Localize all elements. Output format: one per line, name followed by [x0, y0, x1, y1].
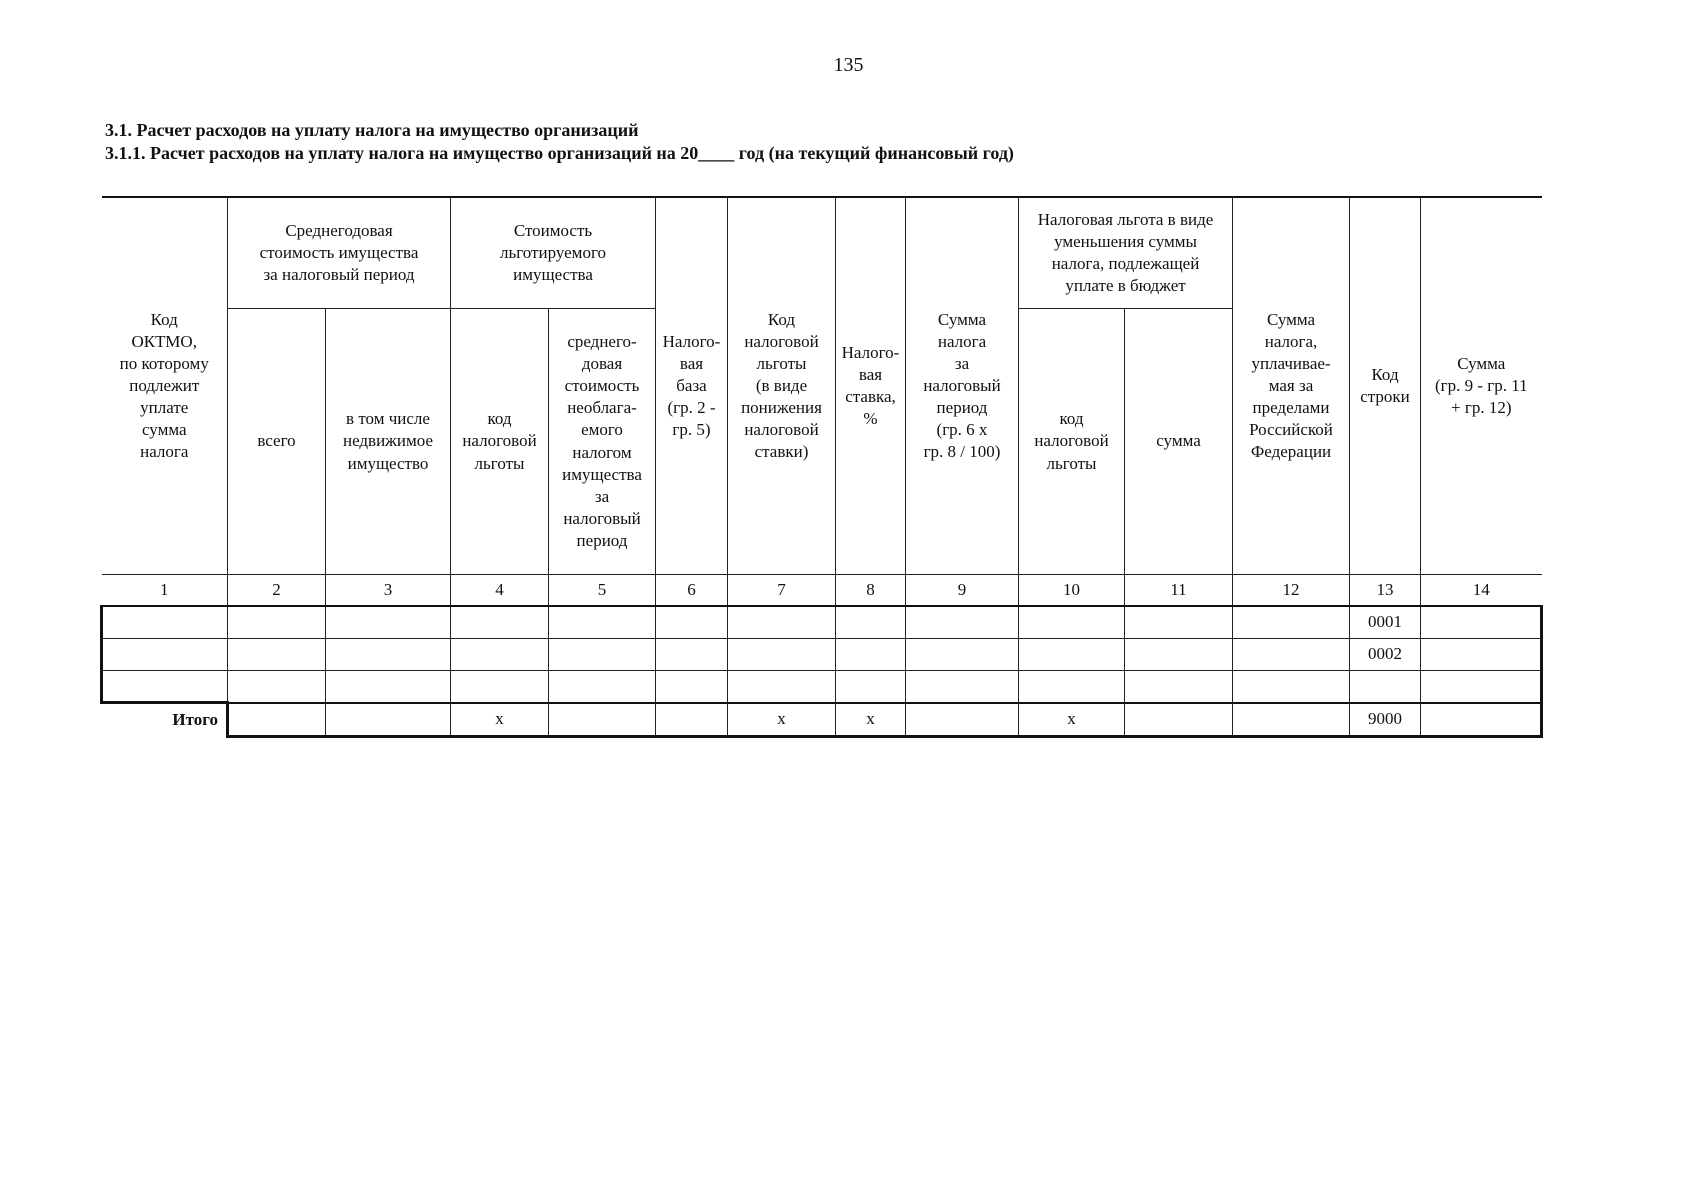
cell-avg-total[interactable] [228, 606, 326, 639]
total-exempt-benefit-code: x [451, 703, 549, 737]
cell-exempt-benefit-code[interactable] [451, 671, 549, 703]
cell-reduction-sum[interactable] [1125, 639, 1233, 671]
cell-avg-total[interactable] [228, 671, 326, 703]
column-number: 9 [906, 575, 1019, 607]
cell-foreign-tax[interactable] [1233, 671, 1350, 703]
cell-oktmo[interactable] [102, 606, 228, 639]
cell-reduction-sum[interactable] [1125, 606, 1233, 639]
col-header-line-code: Код строки [1350, 197, 1421, 575]
cell-tax-rate[interactable] [836, 671, 906, 703]
col-header-reduction-benefit-code: код налоговой льготы [1019, 309, 1125, 575]
cell-rate-benefit-code[interactable] [728, 671, 836, 703]
table-row [102, 639, 1542, 671]
cell-reduction-benefit-code[interactable] [1019, 671, 1125, 703]
cell-tax-rate[interactable] [836, 639, 906, 671]
cell-reduction-benefit-code[interactable] [1019, 639, 1125, 671]
total-reduction-benefit-code: x [1019, 703, 1125, 737]
page-number: 135 [833, 54, 864, 76]
column-number: 11 [1125, 575, 1233, 607]
cell-tax-amount[interactable] [906, 639, 1019, 671]
column-number-row [102, 575, 1542, 607]
group-header-exempt-value: Стоимость льготируемого имущества [451, 197, 656, 309]
total-avg-realestate[interactable] [326, 703, 451, 737]
column-number: 8 [836, 575, 906, 607]
total-reduction-sum[interactable] [1125, 703, 1233, 737]
column-number: 5 [549, 575, 656, 607]
col-header-oktmo: Код ОКТМО, по которому подлежит уплате сумма налога [102, 197, 228, 575]
group-header-avg-value: Среднегодовая стоимость имущества за налоговый период [228, 197, 451, 309]
total-tax-base[interactable] [656, 703, 728, 737]
total-avg-total[interactable] [228, 703, 326, 737]
cell-line-code: 0001 [1350, 606, 1421, 639]
cell-reduction-sum[interactable] [1125, 671, 1233, 703]
cell-oktmo[interactable] [102, 671, 228, 703]
table-row [102, 671, 1542, 703]
cell-exempt-benefit-code[interactable] [451, 639, 549, 671]
cell-line-code [1350, 671, 1421, 703]
column-number: 2 [228, 575, 326, 607]
cell-total-sum[interactable] [1421, 639, 1542, 671]
total-tax-amount[interactable] [906, 703, 1019, 737]
cell-tax-base[interactable] [656, 671, 728, 703]
total-sum[interactable] [1421, 703, 1542, 737]
column-number: 13 [1350, 575, 1421, 607]
cell-exempt-avg-value[interactable] [549, 606, 656, 639]
column-number: 14 [1421, 575, 1542, 607]
cell-avg-realestate[interactable] [326, 671, 451, 703]
total-row [102, 703, 1542, 737]
col-header-tax-amount: Сумма налога за налоговый период (гр. 6 х гр. 8 / 100) [906, 197, 1019, 575]
property-tax-table [100, 196, 1543, 738]
cell-exempt-avg-value[interactable] [549, 639, 656, 671]
cell-avg-realestate[interactable] [326, 606, 451, 639]
subsection-heading: 3.1.1. Расчет расходов на уплату налога на имущество организаций на 20____ год (на текущий финансовый год) [105, 143, 1014, 163]
cell-exempt-benefit-code[interactable] [451, 606, 549, 639]
cell-tax-base[interactable] [656, 606, 728, 639]
total-line-code: 9000 [1350, 703, 1421, 737]
col-header-rate-benefit-code: Код налоговой льготы (в виде понижения налоговой ставки) [728, 197, 836, 575]
col-header-avg-total: всего [228, 309, 326, 575]
col-header-tax-base: Налого- вая база (гр. 2 - гр. 5) [656, 197, 728, 575]
cell-line-code: 0002 [1350, 639, 1421, 671]
table-row [102, 606, 1542, 639]
total-rate-benefit-code: x [728, 703, 836, 737]
header-row-top [102, 197, 1542, 309]
total-label: Итого [172, 709, 218, 729]
cell-tax-rate[interactable] [836, 606, 906, 639]
col-header-tax-rate: Налого- вая ставка, % [836, 197, 906, 575]
column-number: 7 [728, 575, 836, 607]
cell-oktmo[interactable] [102, 639, 228, 671]
cell-tax-base[interactable] [656, 639, 728, 671]
cell-avg-realestate[interactable] [326, 639, 451, 671]
column-number: 1 [102, 575, 228, 607]
cell-avg-total[interactable] [228, 639, 326, 671]
section-heading: 3.1. Расчет расходов на уплату налога на имущество организаций [105, 120, 639, 140]
col-header-total-sum: Сумма (гр. 9 - гр. 11 + гр. 12) [1421, 197, 1542, 575]
column-number: 12 [1233, 575, 1350, 607]
col-header-avg-realestate: в том числе недвижимое имущество [326, 309, 451, 575]
col-header-foreign-tax: Сумма налога, уплачивае- мая за пределами Российской Федерации [1233, 197, 1350, 575]
col-header-exempt-avg-value: среднего- довая стоимость необлага- емого налогом имущества за налоговый период [549, 309, 656, 575]
col-header-reduction-sum: сумма [1125, 309, 1233, 575]
col-header-exempt-benefit-code: код налоговой льготы [451, 309, 549, 575]
cell-tax-amount[interactable] [906, 606, 1019, 639]
column-number: 10 [1019, 575, 1125, 607]
cell-total-sum[interactable] [1421, 671, 1542, 703]
cell-rate-benefit-code[interactable] [728, 606, 836, 639]
column-number: 6 [656, 575, 728, 607]
cell-total-sum[interactable] [1421, 606, 1542, 639]
cell-foreign-tax[interactable] [1233, 606, 1350, 639]
cell-reduction-benefit-code[interactable] [1019, 606, 1125, 639]
column-number: 3 [326, 575, 451, 607]
total-exempt-avg-value[interactable] [549, 703, 656, 737]
cell-exempt-avg-value[interactable] [549, 671, 656, 703]
cell-foreign-tax[interactable] [1233, 639, 1350, 671]
column-number: 4 [451, 575, 549, 607]
total-tax-rate: x [836, 703, 906, 737]
group-header-benefit-reduction: Налоговая льгота в виде уменьшения суммы налога, подлежащей уплате в бюджет [1019, 197, 1233, 309]
cell-tax-amount[interactable] [906, 671, 1019, 703]
total-foreign-tax[interactable] [1233, 703, 1350, 737]
cell-rate-benefit-code[interactable] [728, 639, 836, 671]
